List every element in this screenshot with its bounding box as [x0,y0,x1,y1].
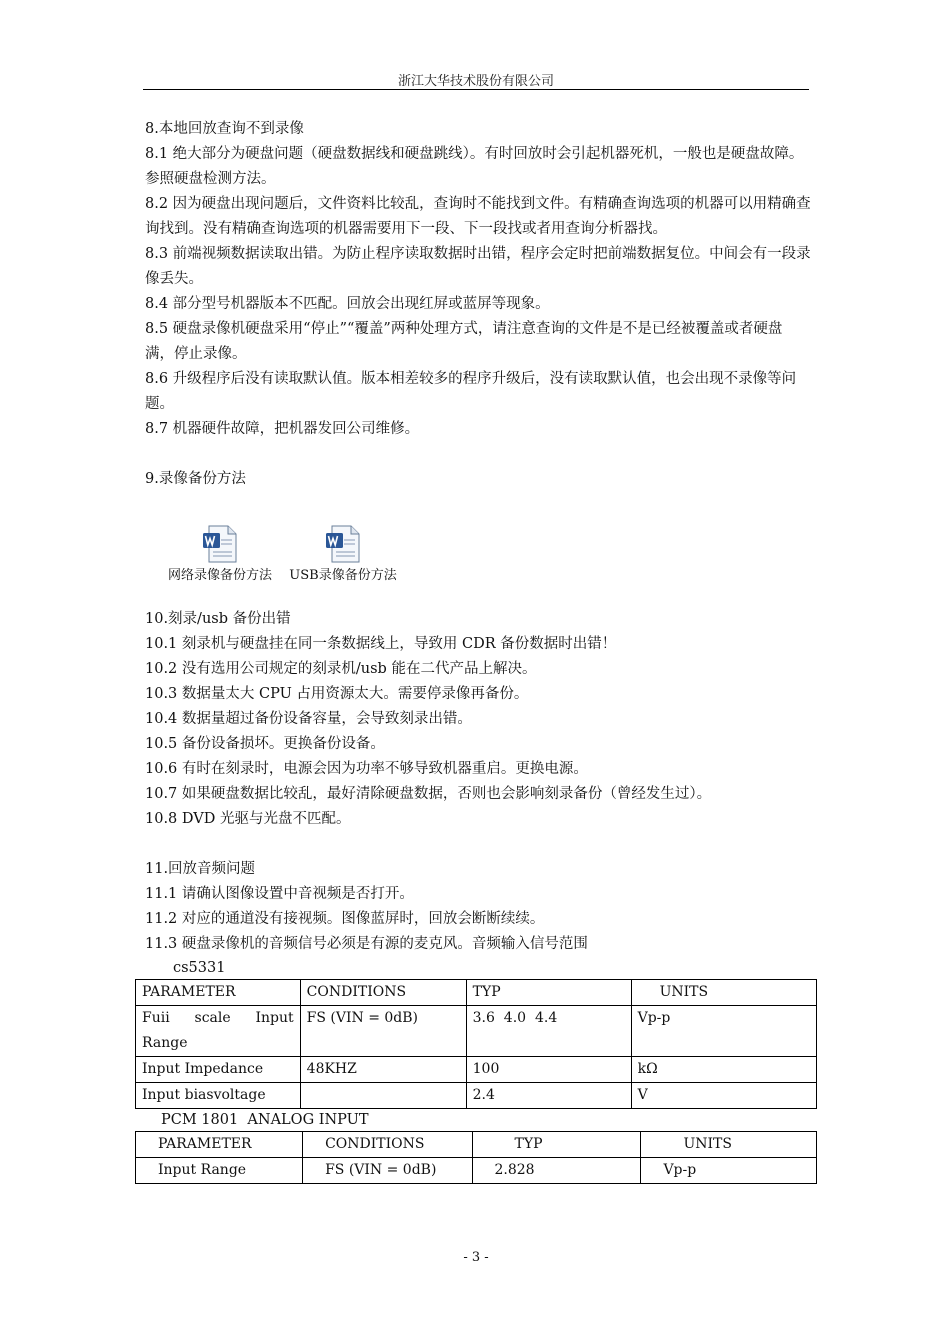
table-header-cell: UNITS [641,1132,817,1158]
table-header-cell: UNITS [631,980,816,1006]
document-body [142,117,811,1184]
item-10-8: 10.8 DVD 光驱与光盘不匹配。 [145,811,351,827]
table-cell: Vp-p [641,1158,817,1184]
attachment-network-backup[interactable] [160,524,280,584]
table-row [136,1057,817,1083]
table-cell: FS (VIN = 0dB) [300,1006,466,1057]
item-10-2: 10.2 没有选用公司规定的刻录机/usb 能在二代产品上解决。 [145,661,537,677]
table-header-cell: TYP [466,980,631,1006]
item-10-7: 10.7 如果硬盘数据比较乱，最好清除硬盘数据，否则也会影响刻录备份（曾经发生过）。 [145,786,712,802]
table-cell [300,1083,466,1109]
item-11-3: 11.3 硬盘录像机的音频信号必须是有源的麦克风。音频输入信号范围 [145,936,588,952]
table-row [136,1006,817,1057]
item-8-4: 8.4 部分型号机器版本不匹配。回放会出现红屏或蓝屏等现象。 [145,296,550,312]
table-header-cell: PARAMETER [136,1132,303,1158]
item-10-3: 10.3 数据量太大 CPU 占用资源太大。需要停录像再备份。 [145,686,529,702]
item-10-1: 10.1 刻录机与硬盘挂在同一条数据线上，导致用 CDR 备份数据时出错！ [145,636,617,652]
table-cell: 100 [466,1057,631,1083]
table-cell: Input Impedance [136,1057,301,1083]
table-row [136,1083,817,1109]
table2-caption: PCM 1801 ANALOG INPUT [161,1112,369,1128]
table-row [136,1158,817,1184]
word-document-icon [201,524,239,564]
table-cell: 2.4 [466,1083,631,1109]
table-header-cell: CONDITIONS [303,1132,472,1158]
table-header-cell: TYP [472,1132,641,1158]
attachment-row [145,492,811,607]
item-10-6: 10.6 有时在刻录时，电源会因为功率不够导致机器重启。更换电源。 [145,761,588,777]
section-10-title: 10.刻录/usb 备份出错 [145,611,291,627]
table-cell: Fuii scale Input Range [136,1006,301,1057]
table-cell: Input Range [136,1158,303,1184]
item-11-2: 11.2 对应的通道没有接视频。图像蓝屏时，回放会断断续续。 [145,911,545,927]
section-8-title: 8.本地回放查询不到录像 [145,121,304,137]
cs5331-table [135,979,817,1109]
table-cell: FS (VIN = 0dB) [303,1158,472,1184]
table-header-row [136,980,817,1006]
table-cell: 48KHZ [300,1057,466,1083]
table1-caption: cs5331 [173,960,226,976]
word-document-icon [324,524,362,564]
pcm1801-table [135,1131,817,1184]
attachment-usb-backup[interactable] [283,524,403,584]
table-cell: 3.6 4.0 4.4 [466,1006,631,1057]
item-10-4: 10.4 数据量超过备份设备容量，会导致刻录出错。 [145,711,472,727]
table-cell: 2.828 [472,1158,641,1184]
table-cell: V [631,1083,816,1109]
table-header-cell: CONDITIONS [300,980,466,1006]
section-11-title: 11.回放音频问题 [145,861,256,877]
item-10-5: 10.5 备份设备损坏。更换备份设备。 [145,736,385,752]
item-8-7: 8.7 机器硬件故障，把机器发回公司维修。 [145,421,420,437]
attachment-caption: 网络录像备份方法 [167,568,272,583]
table-cell: Input biasvoltage [136,1083,301,1109]
table-header-row [136,1132,817,1158]
item-8-1: 8.1 绝大部分为硬盘问题（硬盘数据线和硬盘跳线）。有时回放时会引起机器死机，一般也是硬盘故障。参照硬盘检测方法。 [145,146,804,187]
page-header: 浙江大华技术股份有限公司 [397,74,554,89]
table-header-cell: PARAMETER [136,980,301,1006]
item-8-5: 8.5 硬盘录像机硬盘采用“停止”“覆盖”两种处理方式，请注意查询的文件是不是已经被覆盖或者硬盘满，停止录像。 [145,321,783,362]
page-number: - 3 - [463,1250,489,1265]
section-9-title: 9.录像备份方法 [145,471,246,487]
table-cell: kΩ [631,1057,816,1083]
item-8-6: 8.6 升级程序后没有读取默认值。版本相差较多的程序升级后，没有读取默认值，也会出现不录像等问题。 [145,371,797,412]
table-cell: Vp-p [631,1006,816,1057]
item-8-2: 8.2 因为硬盘出现问题后，文件资料比较乱，查询时不能找到文件。有精确查询选项的机器可以用精确查询找到。没有精确查询选项的机器需要用下一段、下一段找或者用查询分析器找。 [145,196,811,237]
item-8-3: 8.3 前端视频数据读取出错。为防止程序读取数据时出错，程序会定时把前端数据复位。中间会有一段录像丢失。 [145,246,811,287]
header-rule [143,89,809,90]
attachment-caption: USB录像备份方法 [289,568,397,583]
item-11-1: 11.1 请确认图像设置中音视频是否打开。 [145,886,414,902]
